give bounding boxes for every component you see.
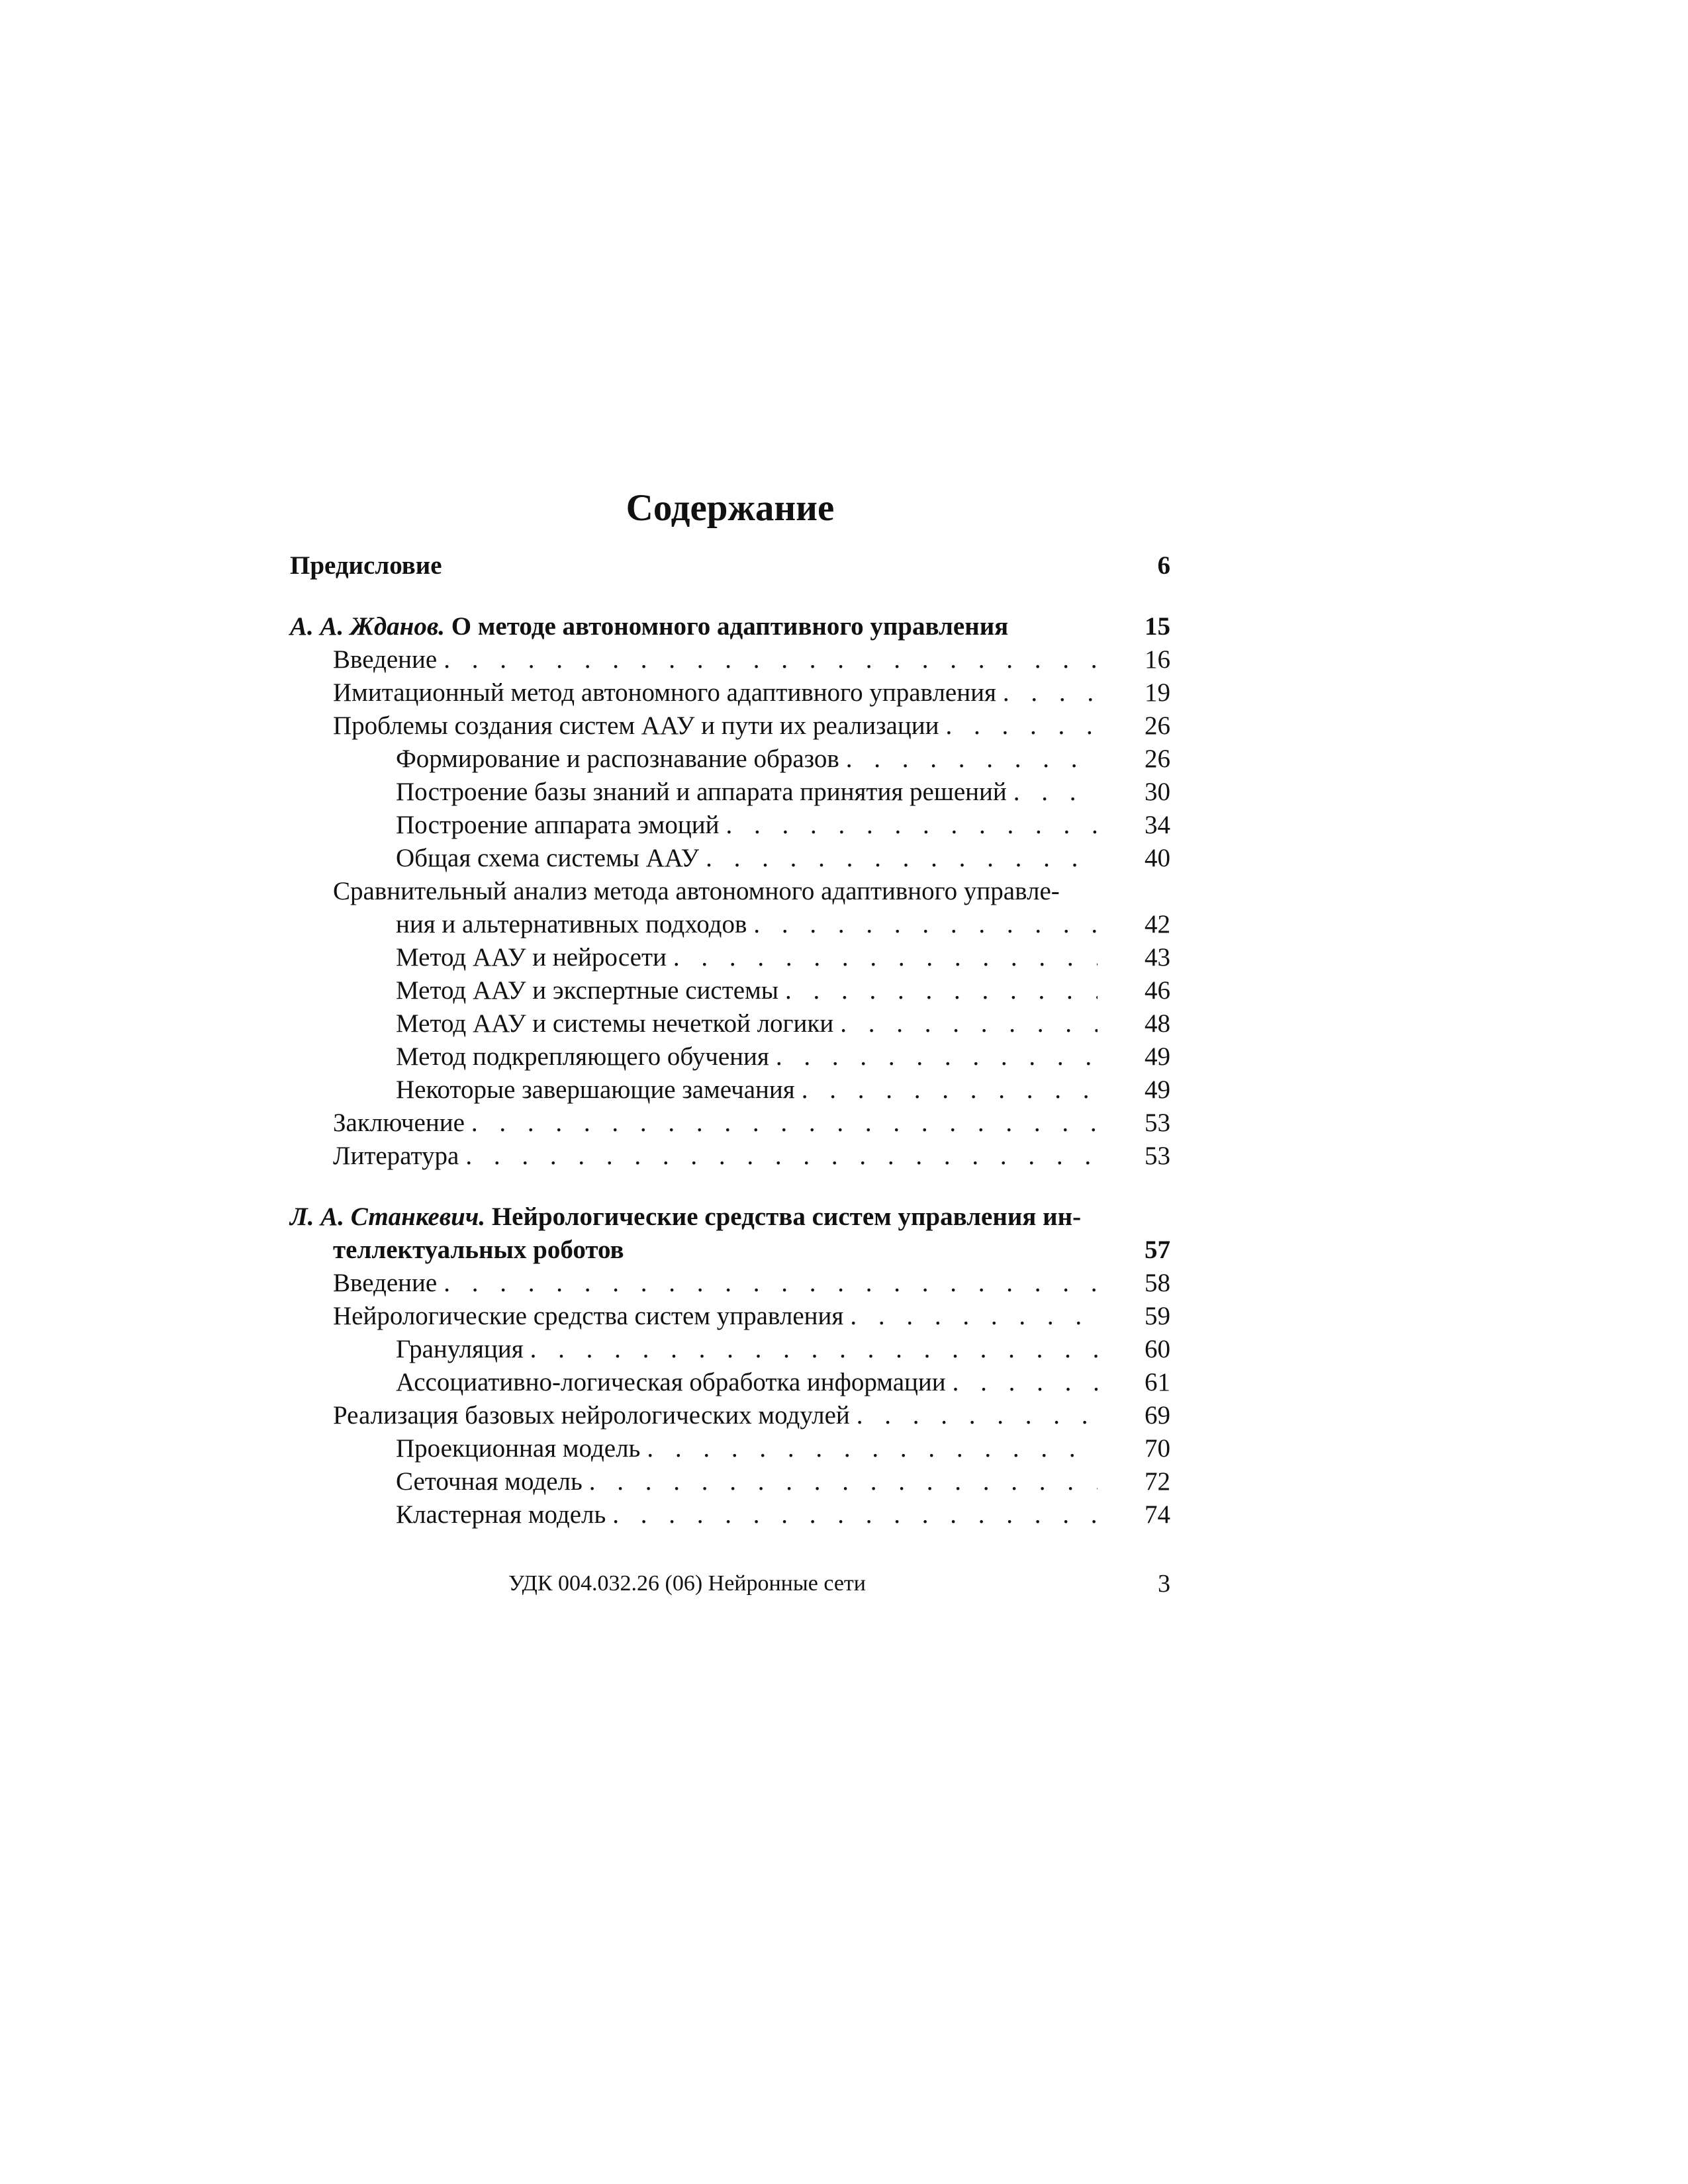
- entry-text: Ассоциативно-логическая обработка информации: [396, 1368, 946, 1396]
- page-number: 30: [1145, 778, 1170, 806]
- entry-text: Проблемы создания систем ААУ и пути их реализации: [333, 711, 939, 740]
- entry-text: Реализация базовых нейрологических модулей: [333, 1401, 850, 1430]
- toc-section-zhdanov[interactable]: [290, 610, 1170, 643]
- entry-text: Общая схема системы ААУ: [396, 844, 700, 872]
- toc-entry[interactable]: [290, 1399, 1170, 1432]
- page-number: 26: [1145, 745, 1170, 773]
- section-title: Нейрологические средства систем управления ин-: [491, 1203, 1082, 1231]
- page-number: 42: [1145, 910, 1170, 938]
- toc-entry[interactable]: [290, 974, 1170, 1007]
- toc-section-stankevich[interactable]: [290, 1201, 1170, 1234]
- toc-entry-continuation[interactable]: [290, 908, 1170, 941]
- entry-text: Построение аппарата эмоций: [396, 811, 720, 839]
- entry-text: Сравнительный анализ метода автономного адаптивного управле-: [333, 877, 1060, 905]
- page-number: 43: [1145, 943, 1170, 972]
- page-title: Содержание: [626, 487, 835, 529]
- entry-text-continuation: ния и альтернативных подходов: [396, 910, 747, 938]
- page-number: 58: [1145, 1269, 1170, 1297]
- toc-entry[interactable]: [290, 643, 1170, 676]
- entry-text: Нейрологические средства систем управления: [333, 1302, 844, 1330]
- entry-text: Некоторые завершающие замечания: [396, 1075, 795, 1104]
- page-number: 53: [1145, 1109, 1170, 1137]
- entry-text: Введение: [333, 1269, 438, 1297]
- table-of-contents: [290, 549, 1170, 1531]
- entry-text: Метод подкрепляющего обучения: [396, 1042, 769, 1071]
- toc-entry[interactable]: [290, 1040, 1170, 1073]
- entry-text: Введение: [333, 645, 438, 674]
- entry-text: Метод ААУ и экспертные системы: [396, 976, 778, 1005]
- footer-code: УДК 004.032.26 (06) Нейронные сети: [508, 1571, 866, 1596]
- page-number: 48: [1145, 1009, 1170, 1038]
- page-number: 49: [1145, 1075, 1170, 1104]
- page-number: 26: [1145, 711, 1170, 740]
- entry-text: Метод ААУ и системы нечеткой логики: [396, 1009, 834, 1038]
- page-number: 60: [1145, 1335, 1170, 1363]
- entry-text: Метод ААУ и нейросети: [396, 943, 667, 972]
- toc-entry[interactable]: [290, 743, 1170, 776]
- toc-section-title-continuation[interactable]: [290, 1234, 1170, 1267]
- toc-entry[interactable]: [290, 1465, 1170, 1498]
- section-author: Л. А. Станкевич.: [290, 1203, 486, 1231]
- page-number: 61: [1145, 1368, 1170, 1396]
- entry-text: Имитационный метод автономного адаптивного управления: [333, 678, 996, 707]
- toc-entry[interactable]: [290, 809, 1170, 842]
- entry-text: Грануляция: [396, 1335, 524, 1363]
- entry-text: Построение базы знаний и аппарата принятия решений: [396, 778, 1007, 806]
- section-title: Предисловие: [290, 551, 442, 580]
- page-number: 46: [1145, 976, 1170, 1005]
- toc-entry[interactable]: [290, 709, 1170, 743]
- toc-entry[interactable]: [290, 1366, 1170, 1399]
- page-number: 19: [1145, 678, 1170, 707]
- page-number: 16: [1145, 645, 1170, 674]
- toc-entry[interactable]: [290, 875, 1170, 908]
- section-author: А. А. Жданов.: [290, 612, 445, 641]
- page-number: 72: [1145, 1467, 1170, 1496]
- entry-text: Кластерная модель: [396, 1500, 606, 1529]
- page-number: 59: [1145, 1302, 1170, 1330]
- page-number: 74: [1145, 1500, 1170, 1529]
- toc-entry[interactable]: [290, 1432, 1170, 1465]
- page-number: 70: [1145, 1434, 1170, 1463]
- section-title: О методе автономного адаптивного управления: [451, 612, 1009, 641]
- section-title-continuation: теллектуальных роботов: [333, 1236, 624, 1264]
- entry-text: Формирование и распознавание образов: [396, 745, 839, 773]
- toc-entry[interactable]: [290, 1140, 1170, 1173]
- page-footer: [290, 1567, 1170, 1600]
- toc-entry[interactable]: [290, 941, 1170, 974]
- entry-text: Сеточная модель: [396, 1467, 583, 1496]
- toc-section-preface[interactable]: [290, 549, 1170, 582]
- footer-page-number: 3: [1158, 1570, 1170, 1598]
- toc-entry[interactable]: [290, 1007, 1170, 1040]
- toc-entry[interactable]: [290, 776, 1170, 809]
- toc-entry[interactable]: [290, 1300, 1170, 1333]
- toc-entry[interactable]: [290, 1498, 1170, 1531]
- entry-text: Заключение: [333, 1109, 465, 1137]
- toc-entry[interactable]: [290, 676, 1170, 709]
- page-number: 53: [1145, 1142, 1170, 1170]
- toc-entry[interactable]: [290, 1073, 1170, 1107]
- toc-entry[interactable]: [290, 1267, 1170, 1300]
- page-number: 57: [1145, 1236, 1170, 1264]
- toc-entry[interactable]: [290, 1333, 1170, 1366]
- page-number: 6: [1157, 551, 1170, 580]
- page-number: 49: [1145, 1042, 1170, 1071]
- toc-entry[interactable]: [290, 842, 1170, 875]
- toc-entry[interactable]: [290, 1107, 1170, 1140]
- page-number: 69: [1145, 1401, 1170, 1430]
- entry-text: Проекционная модель: [396, 1434, 641, 1463]
- entry-text: Литература: [333, 1142, 459, 1170]
- page-number: 34: [1145, 811, 1170, 839]
- page-number: 15: [1145, 612, 1170, 641]
- page-number: 40: [1145, 844, 1170, 872]
